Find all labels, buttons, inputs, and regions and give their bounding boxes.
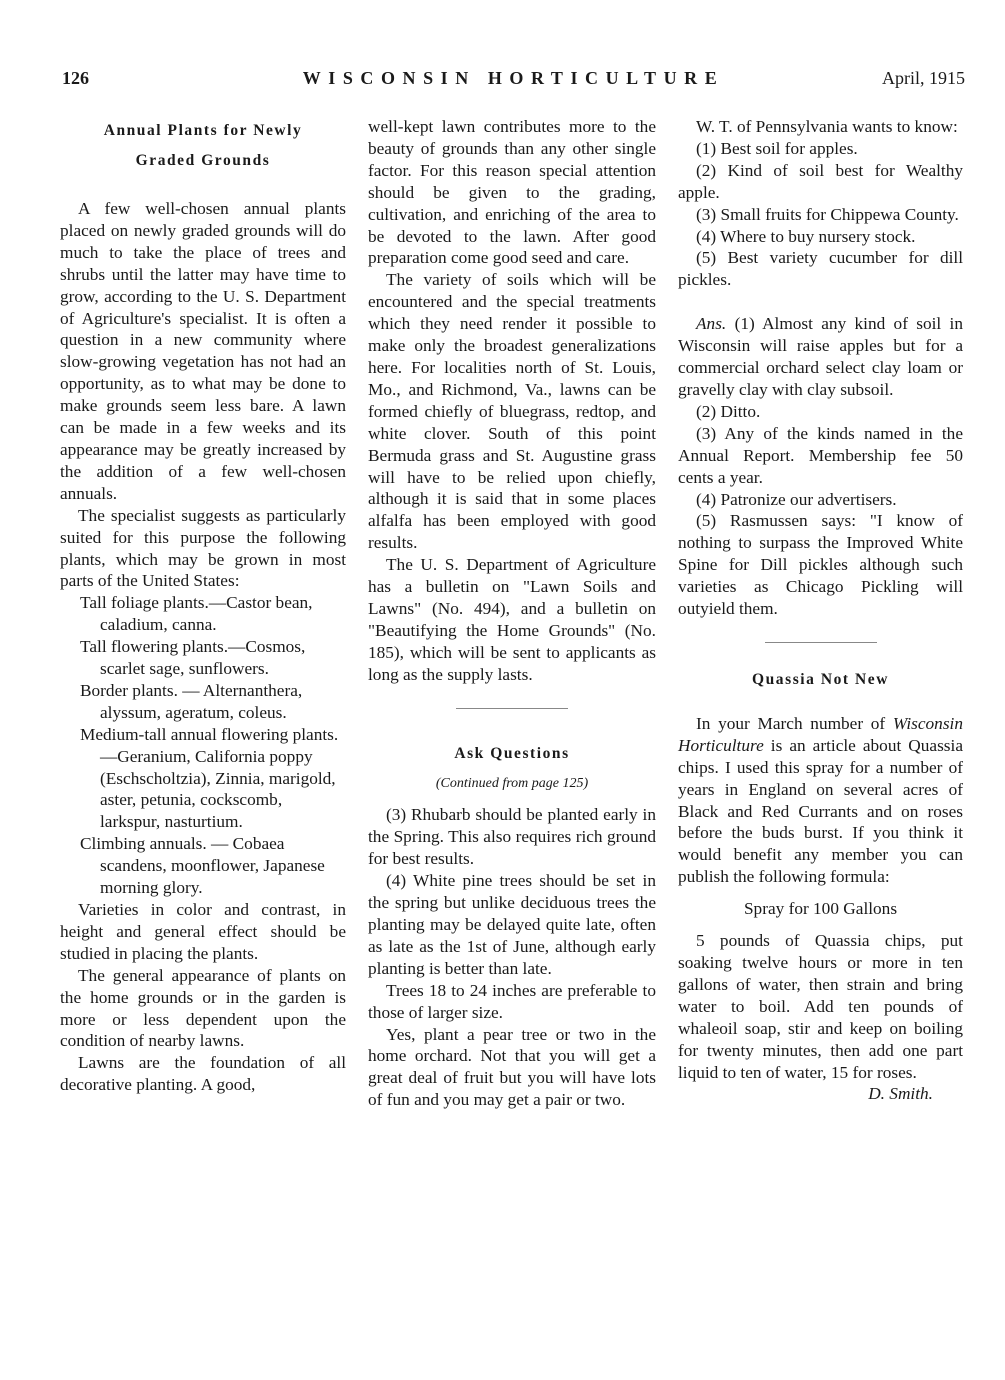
paragraph: The specialist suggests as particularly suited for this purpose the following plants, which may be grown in most parts of the United States: xyxy=(60,505,346,591)
column-1 xyxy=(60,116,346,1096)
paragraph: (4) White pine trees should be set in the spring but unlike deciduous trees the planting may be delayed quite late, often as late as the 1st of June, although early planting is better than late. xyxy=(368,871,656,978)
continued-note: (Continued from page 125) xyxy=(435,775,589,791)
paragraph: Lawns are the foundation of all decorative planting. A good, xyxy=(60,1053,346,1095)
article-title: Ask Questions xyxy=(454,744,570,762)
answer-label: Ans. xyxy=(696,314,727,334)
paragraph: well-kept lawn contributes more to the beauty of grounds than any other single factor. For this reason special attention should be given to the grading, cultivation, and enriching of the area to be devoted to the lawn. After good preparation come good seed and care. xyxy=(368,117,656,268)
paragraph: Yes, plant a pear tree or two in the home orchard. Not that you will get a great deal of fruit but you will have lots of fun and you may get a pair or two. xyxy=(368,1024,656,1110)
page-number: 126 xyxy=(62,68,89,88)
list-item: Medium-tall annual flowering plants.—Geranium, California poppy (Eschscholtzia), Zinnia, marigold, aster, petunia, cockscomb, larkspur, nasturtium. xyxy=(80,724,339,832)
question-item: (1) Best soil for apples. xyxy=(696,138,858,158)
title-line: Annual Plants for Newly xyxy=(103,122,303,139)
answer-paragraph xyxy=(678,313,963,401)
question-item: (3) Small fruits for Chippewa County. xyxy=(696,204,959,224)
text: is an article about Quassia chips. I used this spray for a number of years in England on several acres of Black and Red Currants and on roses before the buds burst. If you think it would benefit any member you can publish the following formula: xyxy=(678,735,963,887)
list-item: Climbing annuals. — Cobaea scandens, moonflower, Japanese morning glory. xyxy=(80,834,325,898)
column-2 xyxy=(368,116,656,1111)
answer-paragraph: (3) Any of the kinds named in the Annual Report. Membership fee 50 cents a year. xyxy=(678,423,963,487)
paragraph: The variety of soils which will be encountered and the special treatments which they need render it possible to make only the broadest generalizations here. For localities north of St. Louis, Mo., and Richmond, Va., lawns can be formed chiefly of bluegrass, redtop, and white clover. South of this point Bermuda grass and St. Augustine grass will have to be relied upon chiefly, although it is said that in some places alfalfa has been employed with good results. xyxy=(368,270,656,553)
list-item: Border plants. — Alternanthera, alyssum, ageratum, coleus. xyxy=(80,680,303,722)
answer-text: (1) Almost any kind of soil in Wisconsin will raise apples but for a commercial orchard select clay loam or gravelly clay with clay subsoil. xyxy=(678,314,963,399)
column-3 xyxy=(678,116,963,1105)
journal-title: WISCONSIN HORTICULTURE xyxy=(302,68,725,88)
signature: D. Smith. xyxy=(868,1084,933,1104)
answer-paragraph: (2) Ditto. xyxy=(696,401,761,421)
list-item: Tall flowering plants.—Cosmos, scarlet sage, sunflowers. xyxy=(80,637,306,679)
article-title xyxy=(60,116,346,176)
answer-paragraph: (5) Rasmussen says: "I know of nothing to surpass the Improved White Spine for Dill pickles although such varieties as Chicago Pickling will outyield them. xyxy=(678,511,963,619)
publication-name: Wisconsin Horticulture xyxy=(678,713,963,755)
formula-title: Spray for 100 Gallons xyxy=(743,899,898,919)
paragraph: A few well-chosen annual plants placed on newly graded grounds will do much to take the place of trees and shrubs until the latter may have time to grow, according to the U. S. Department of Agriculture's specialist. It is often a question in a new community where slow-growing vegetation has not had an opportunity, as to what may be done to make grounds seem less bare. A lawn can be made in a few weeks and its appearance may be greatly increased by the addition of a few well-chosen annuals. xyxy=(60,199,346,503)
question-item: (5) Best variety cucumber for dill pickles. xyxy=(678,248,963,290)
text: In your March number of xyxy=(696,713,893,733)
paragraph: Varieties in color and contrast, in height and general effect should be studied in placing the plants. xyxy=(60,900,346,963)
paragraph: The U. S. Department of Agriculture has a bulletin on "Lawn Soils and Lawns" (No. 494), and a bulletin on "Beautifying the Home Grounds" (No. 185), which will be sent to applicants as long as the supply lasts. xyxy=(368,555,656,684)
paragraph: (3) Rhubarb should be planted early in the Spring. This also requires rich ground for best results. xyxy=(368,805,656,869)
page-header xyxy=(62,68,965,98)
paragraph: 5 pounds of Quassia chips, put soaking twelve hours or more in ten gallons of water, then strain and bring water to boil. Add ten pounds of whaleoil soap, stir and keep on boiling for twenty minutes, then add one part liquid to ten of water, 15 for roses. xyxy=(678,931,963,1082)
answer-paragraph: (4) Patronize our advertisers. xyxy=(696,489,897,509)
question-item: (2) Kind of soil best for Wealthy apple. xyxy=(678,160,963,202)
issue-date: April, 1915 xyxy=(882,68,965,88)
title-line: Graded Grounds xyxy=(135,152,271,169)
list-item: Tall foliage plants.—Castor bean, caladium, canna. xyxy=(80,593,313,635)
paragraph: The general appearance of plants on the home grounds or in the garden is more or less dependent upon the condition of nearby lawns. xyxy=(60,965,346,1051)
article-title: Quassia Not New xyxy=(752,670,889,688)
paragraph: W. T. of Pennsylvania wants to know: xyxy=(696,117,958,136)
question-item: (4) Where to buy nursery stock. xyxy=(696,226,916,246)
paragraph xyxy=(678,713,963,888)
paragraph: Trees 18 to 24 inches are preferable to those of larger size. xyxy=(368,980,656,1022)
